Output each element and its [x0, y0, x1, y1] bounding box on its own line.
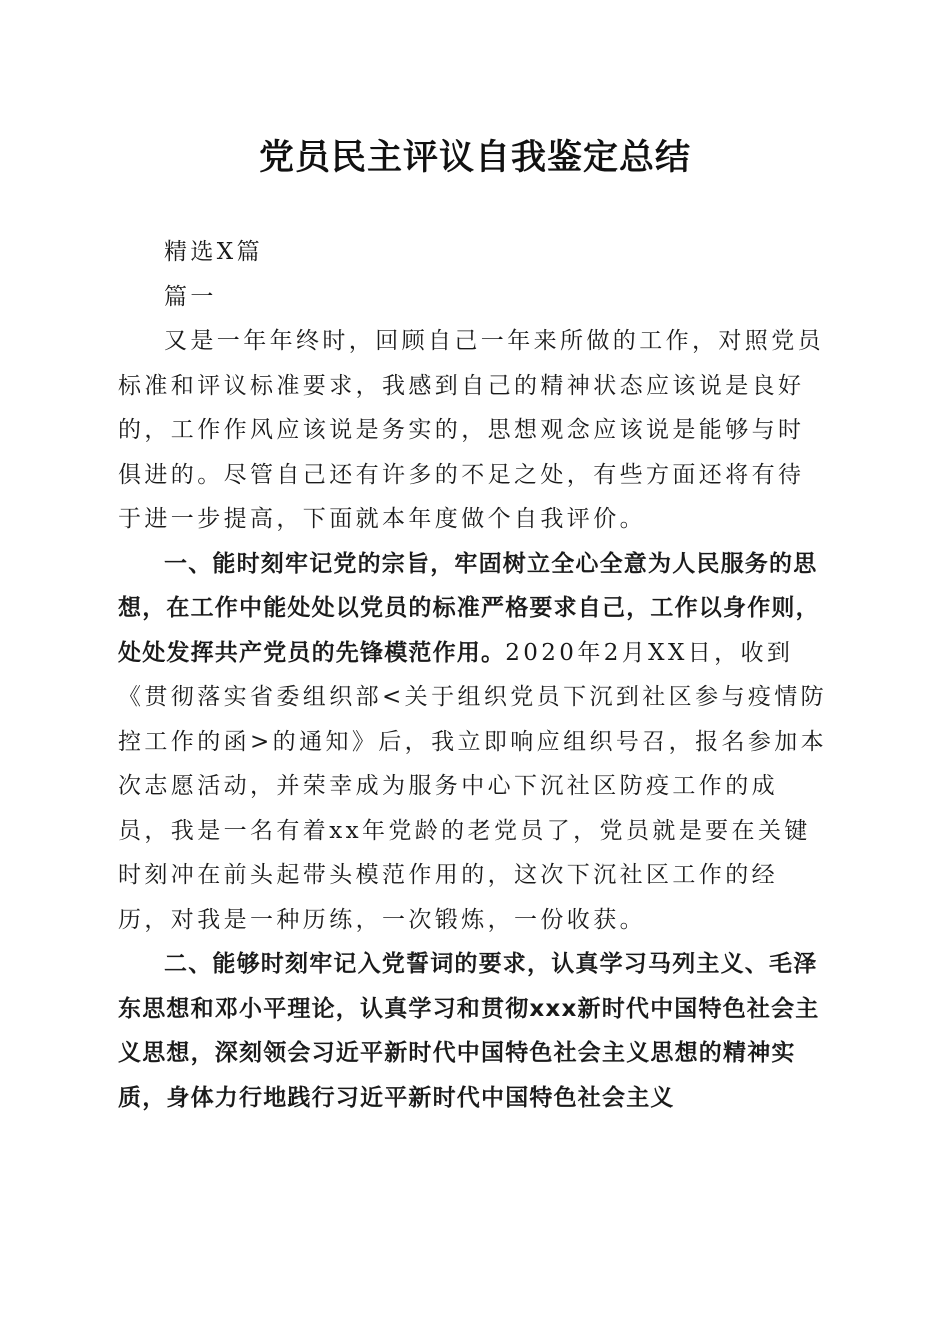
point-two-paragraph [118, 942, 830, 1120]
subtitle: 精选X篇 [164, 239, 263, 265]
point-one-paragraph [118, 542, 830, 943]
document-title: 党员民主评议自我鉴定总结 [258, 138, 691, 178]
document-body [118, 230, 830, 1120]
point-one-heading: 一、能时刻牢记党的宗旨，牢固树立全心全意为人民服务的思想，在工作中能处处以党员的标准严格要求自己，工作以身作则，处处发挥共产党员的先锋模范作用。 [118, 550, 820, 666]
point-two-heading: 二、能够时刻牢记入党誓词的要求，认真学习马列主义、毛泽东思想和邓小平理论，认真学习和贯彻xxx新时代中国特色社会主义思想，深刻领会习近平新时代中国特色社会主义思想的精神实质，身体力行地践行习近平新时代中国特色社会主义 [118, 951, 820, 1111]
section-label: 篇一 [164, 283, 217, 310]
intro-paragraph: 又是一年年终时，回顾自己一年来所做的工作，对照党员标准和评议标准要求，我感到自己的精神状态应该说是良好的，工作作风应该说是务实的，思想观念应该说是能够与时俱进的。尽管自己还有许多的不足之处，有些方面还将有待于进一步提高，下面就本年度做个自我评价。 [118, 328, 824, 532]
point-one-body: 2020年2月XX日，收到《贯彻落实省委组织部<关于组织党员下沉到社区参与疫情防控工作的函>的通知》后，我立即响应组织号召，报名参加本次志愿活动，并荣幸成为服务中心下沉社区防疫工作的成员，我是一名有着xx年党龄的老党员了，党员就是要在关键时刻冲在前头起带头模范作用的，这次下沉社区工作的经历，对我是一种历练，一次锻炼，一份收获。 [118, 639, 828, 933]
